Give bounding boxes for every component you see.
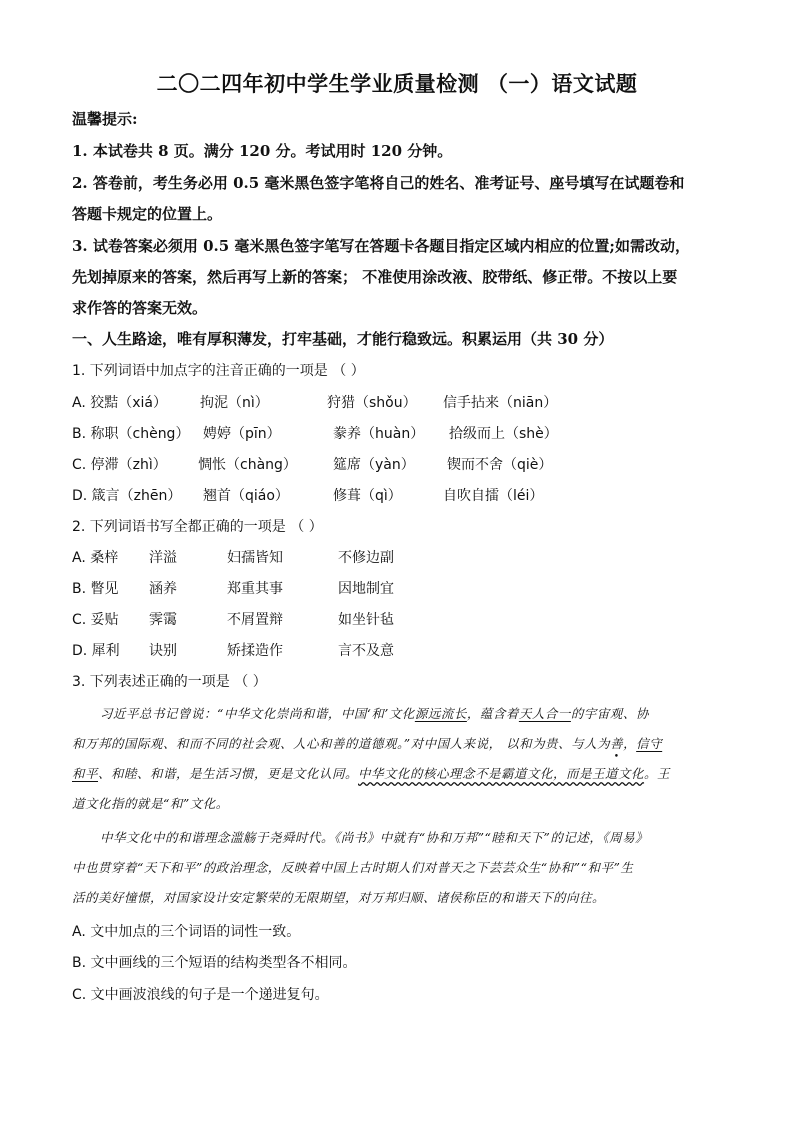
option-cell: B. 称职（chèng） [72,426,190,442]
passage-text: 和万邦的国际观、和而不同的社会观、人心和善的道德观。”对中国人来说， 以和为贵、与人为 [72,736,611,751]
passage-line: 中也贯穿着“天下和平”的政治理念，反映着中国上古时期人们对普天之下芸芸众生“协和”“和平”生 [72,860,634,875]
underlined-phrase: 天人合一 [518,706,571,721]
tips-heading: 温馨提示: [72,110,138,128]
dotted-word: 善 [610,736,624,751]
passage-line: 活的美好憧憬，对国家设计安定繁荣的无限期望，对万邦归顺、诸侯称臣的和谐天下的向往。 [72,890,606,905]
passage-text: 。王 [644,766,671,781]
option-cell: 拘泥（nì） [200,395,269,411]
option-cell: 信手拈来（niān） [443,395,558,411]
option-cell: B. 瞥见 [72,581,119,597]
option-cell: C. 停滞（zhì） [72,457,167,473]
option-cell: 锲而不舍（qiè） [447,457,553,473]
underlined-phrase: 信守 [636,736,663,751]
option-cell: 霁霭 [149,612,177,628]
option-cell: 狩猎（shǒu） [327,395,417,411]
option-cell: 拾级而上（shè） [449,426,558,442]
tip-line: 求作答的答案无效。 [72,299,208,317]
option-cell: 娉婷（pīn） [203,426,281,442]
wavy-underlined-sentence: 中华文化的核心理念不是霸道文化，而是王道文化 [358,766,645,781]
tip-line: 3. 试卷答案必须用 0.5 毫米黑色签字笔写在答题卡各题目指定区域内相应的位置;如需改动， [72,237,690,255]
option-cell: 不修边副 [338,550,394,566]
option-cell: 郑重其事 [227,581,283,597]
option-cell: 涵养 [149,581,177,597]
option-cell: 因地制宜 [338,581,394,597]
option-cell: D. 箴言（zhēn） [72,488,182,504]
passage-text: 、和睦、和谐，是生活习惯，更是文化认同。 [98,766,359,781]
passage-line [100,704,649,722]
underlined-phrase: 和平 [72,766,99,781]
question-3-option: A. 文中加点的三个词语的词性一致。 [72,924,301,940]
option-cell: 洋溢 [149,550,177,566]
passage-line: 道文化指的就是“和”文化。 [72,796,229,811]
option-cell: 修葺（qì） [333,488,402,504]
passage-text: ，蕴含着 [466,706,519,721]
option-cell: 妇孺皆知 [227,550,283,566]
question-3-stem: 3. 下列表述正确的一项是 （ ） [72,674,267,690]
passage-text: 的宇宙观、协 [570,706,649,721]
passage-text: 习近平总书记曾说：“中华文化崇尚和谐，中国‘和’文化 [100,706,415,721]
tip-line: 1. 本试卷共 8 页。满分 120 分。考试用时 120 分钟。 [72,142,453,160]
option-cell: A. 狡黠（xiá） [72,395,167,411]
option-cell: 筵席（yàn） [333,457,415,473]
page-title: 二〇二四年初中学生学业质量检测 （一）语文试题 [156,71,638,96]
option-cell: 如坐针毡 [338,612,394,628]
option-cell: 矫揉造作 [227,643,283,659]
option-cell: 言不及意 [338,643,394,659]
option-cell: 惆怅（chàng） [198,457,297,473]
option-cell: C. 妥贴 [72,612,119,628]
question-3-option: C. 文中画波浪线的句子是一个递进复句。 [72,987,329,1003]
section-heading: 一、人生路途，唯有厚积薄发，打牢基础，才能行稳致远。积累运用（共 30 分） [72,330,614,348]
option-cell: A. 桑梓 [72,550,119,566]
option-cell: 不屑置辩 [227,612,283,628]
tip-line: 先划掉原来的答案，然后再写上新的答案； 不准使用涂改液、胶带纸、修正带。不按以上要 [72,268,678,286]
question-3-option: B. 文中画线的三个短语的结构类型各不相同。 [72,955,357,971]
option-cell: 自吹自擂（léi） [443,488,544,504]
passage-line: 中华文化中的和谐理念滥觞于尧舜时代。《尚书》中就有“协和万邦”“睦和天下”的记述，《周易》 [100,830,649,845]
passage-line [72,734,662,752]
option-cell: 豢养（huàn） [333,426,425,442]
tip-line: 答题卡规定的位置上。 [72,205,223,223]
option-cell: D. 犀利 [72,643,120,659]
question-1-stem: 1. 下列词语中加点字的注音正确的一项是 （ ） [72,363,365,379]
underlined-phrase: 源远流长 [414,706,467,721]
passage-text: ， [623,736,637,751]
option-cell: 翘首（qiáo） [203,488,289,504]
passage-line [72,764,670,782]
question-2-stem: 2. 下列词语书写全都正确的一项是 （ ） [72,519,323,535]
option-cell: 诀别 [149,643,177,659]
tip-line: 2. 答卷前，考生务必用 0.5 毫米黑色签字笔将自己的姓名、准考证号、座号填写在试题卷和 [72,174,685,192]
